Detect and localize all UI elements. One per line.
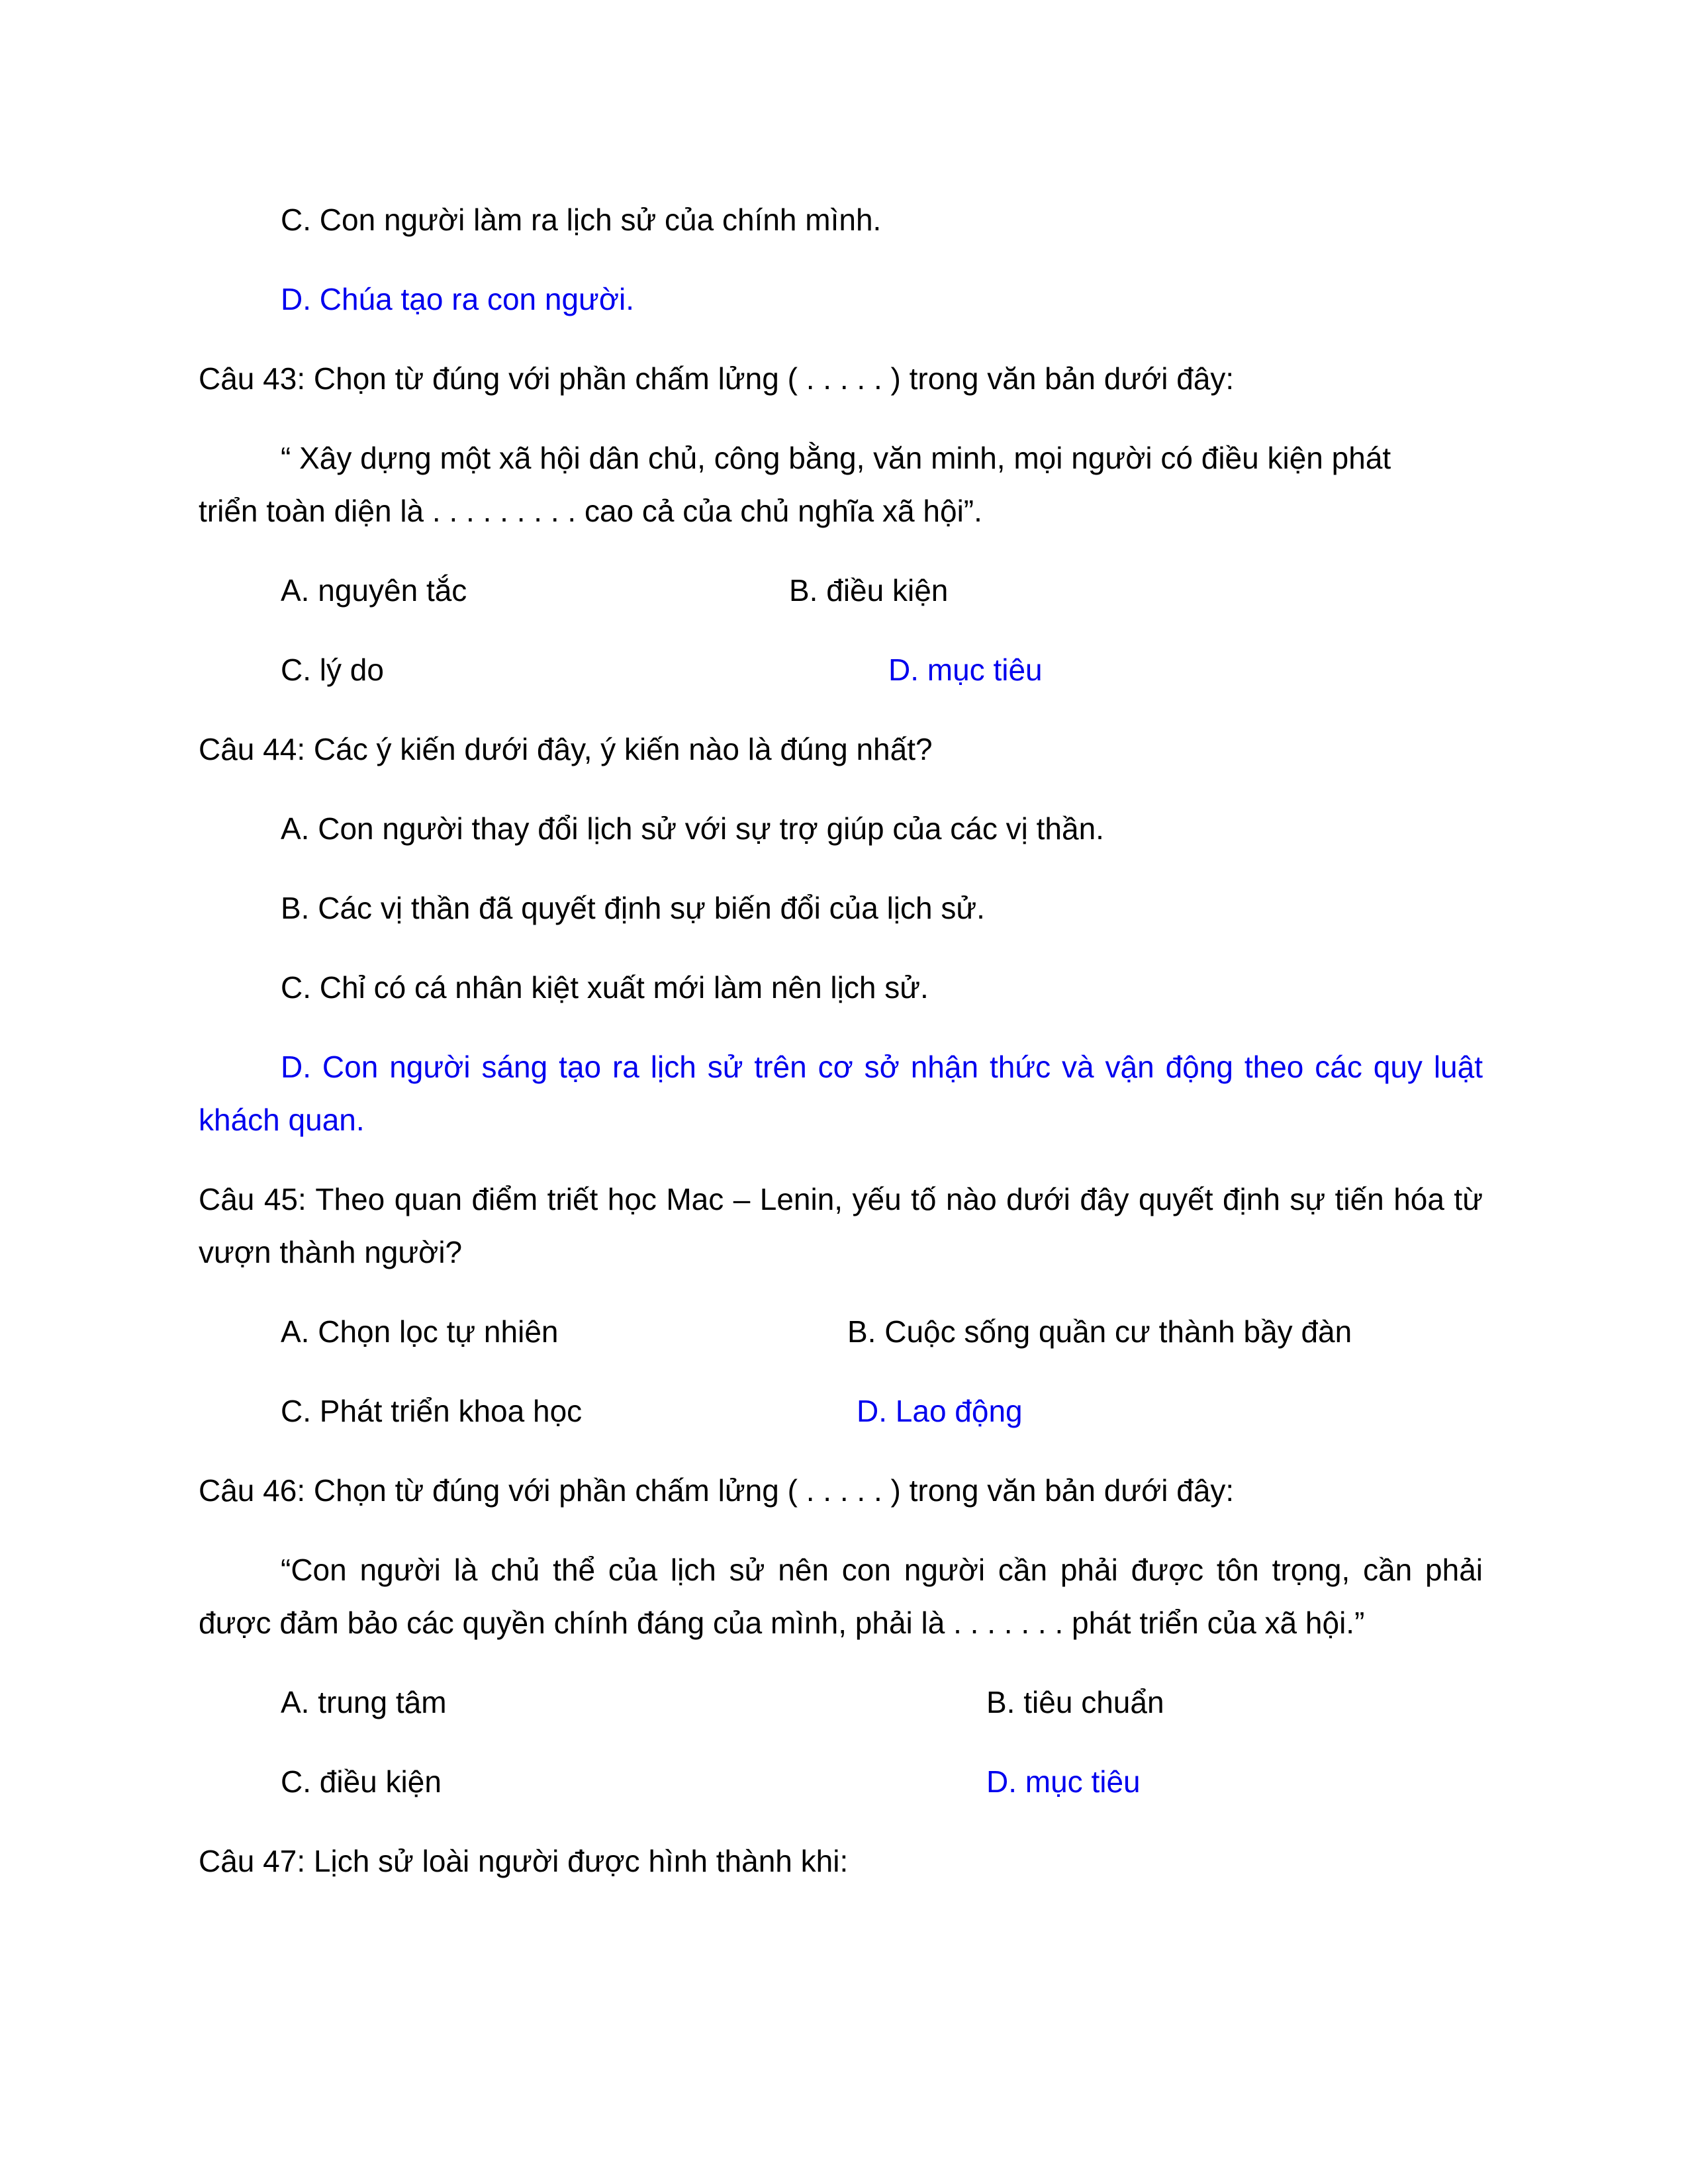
q43-quote-line1: “ Xây dựng một xã hội dân chủ, công bằng, văn minh, mọi người có điều kiện phát xyxy=(281,441,1391,475)
q46-option-b: B. tiêu chuẩn xyxy=(986,1685,1164,1719)
q46-option-c: C. điều kiện xyxy=(281,1764,442,1799)
q43-option-b: B. điều kiện xyxy=(789,573,949,608)
q43-option-a: A. nguyên tắc xyxy=(281,573,467,608)
q42-option-d-answer: D. Chúa tạo ra con người. xyxy=(281,282,635,316)
q43-option-c: C. lý do xyxy=(281,653,384,687)
q46-option-a: A. trung tâm xyxy=(281,1685,447,1719)
q45-option-c: C. Phát triển khoa học xyxy=(281,1394,583,1428)
q44-option-c: C. Chỉ có cá nhân kiệt xuất mới làm nên lịch sử. xyxy=(281,970,929,1005)
q45-option-b: B. Cuộc sống quần cư thành bầy đàn xyxy=(847,1314,1352,1349)
q43-question: Câu 43: Chọn từ đúng với phần chấm lửng ( . . . . . ) trong văn bản dưới đây: xyxy=(199,361,1235,396)
q44-option-b: B. Các vị thần đã quyết định sự biến đổi của lịch sử. xyxy=(281,891,985,925)
q44-option-d-answer: D. Con người sáng tạo ra lịch sử trên cơ sở nhận thức và vận động theo các quy luật khách quan. xyxy=(199,1050,1483,1137)
q46-option-d-answer: D. mục tiêu xyxy=(986,1764,1141,1799)
q45-option-a: A. Chọn lọc tự nhiên xyxy=(281,1314,559,1349)
q46-quote: “Con người là chủ thể của lịch sử nên con người cần phải được tôn trọng, cần phải được đảm bảo các quyền chính đáng của mình, phải là . . . . . . . phát triển của xã hội.” xyxy=(199,1553,1483,1640)
q44-question: Câu 44: Các ý kiến dưới đây, ý kiến nào là đúng nhất? xyxy=(199,732,933,766)
q44-option-a: A. Con người thay đổi lịch sử với sự trợ giúp của các vị thần. xyxy=(281,811,1104,846)
q43-quote-line2: triển toàn diện là . . . . . . . . . cao cả của chủ nghĩa xã hội”. xyxy=(199,494,982,528)
q46-question: Câu 46: Chọn từ đúng với phần chấm lửng ( . . . . . ) trong văn bản dưới đây: xyxy=(199,1473,1235,1508)
q43-option-d-answer: D. mục tiêu xyxy=(888,653,1043,687)
q42-option-c: C. Con người làm ra lịch sử của chính mình. xyxy=(281,203,882,237)
q47-question: Câu 47: Lịch sử loài người được hình thành khi: xyxy=(199,1844,849,1878)
q45-option-d-answer: D. Lao động xyxy=(857,1394,1023,1428)
q45-question: Câu 45: Theo quan điểm triết học Mac – Lenin, yếu tố nào dưới đây quyết định sự tiến hóa từ vượn thành người? xyxy=(199,1182,1483,1269)
